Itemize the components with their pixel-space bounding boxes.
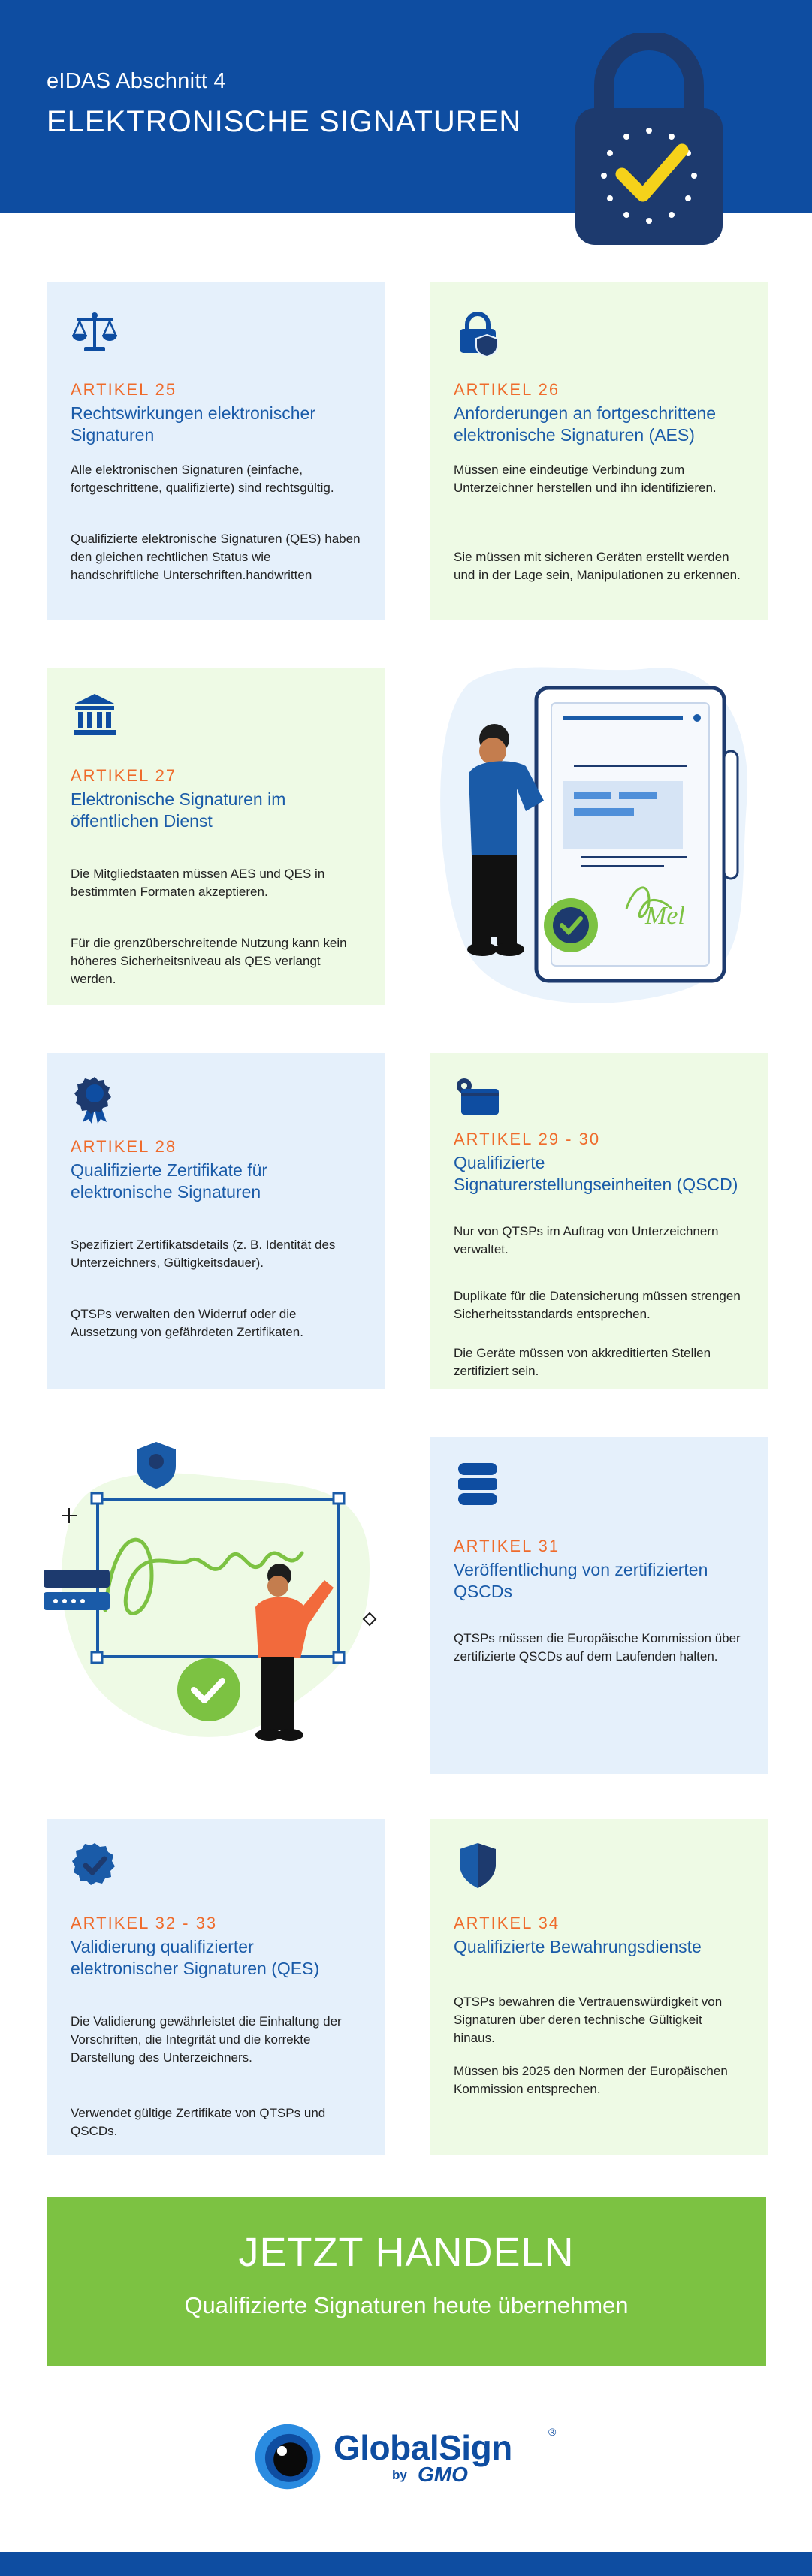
globalsign-eye-icon (252, 2421, 323, 2492)
digital-signature-illustration (39, 1433, 385, 1786)
card-paragraph: QTSPs bewahren die Vertrauenswürdigkeit von Signaturen über deren technische Gültigkeit hinaus. (454, 1995, 723, 2045)
card-title: Anforderungen an fortgeschrittene elektronische Signaturen (AES) (454, 403, 717, 445)
card-artikel-28 (47, 1053, 385, 1389)
card-label: ARTIKEL 29 - 30 (454, 1130, 601, 1148)
card-paragraph: QTSPs verwalten den Widerruf oder die Aussetzung von gefährdeten Zertifikaten. (71, 1307, 303, 1339)
card-paragraph: Müssen bis 2025 den Normen der Europäischen Kommission entsprechen. (454, 2064, 728, 2096)
certificate-badge-icon (71, 1075, 119, 1124)
card-label: ARTIKEL 31 (454, 1537, 560, 1555)
logo-name: GlobalSign (334, 2428, 512, 2467)
password-field-icon (44, 1570, 110, 1588)
verified-check-icon (71, 1842, 119, 1890)
government-building-icon (71, 691, 119, 739)
card-paragraph: Die Validierung gewährleistet die Einhaltung der Vorschriften, die Integrität und die korrekte Darstellung des Unterzeichners. (71, 2014, 342, 2065)
card-artikel-31 (430, 1437, 768, 1774)
card-paragraph: Qualifizierte elektronische Signaturen (QES) haben den gleichen rechtlichen Status wie handschriftliche Unterschriften.handwritten (71, 532, 361, 582)
card-paragraph: Sie müssen mit sicheren Geräten erstellt werden und in der Lage sein, Manipulationen zu erkennen. (454, 550, 741, 582)
card-artikel-25 (47, 282, 385, 620)
card-title: Validierung qualifizierter elektronischer Signaturen (QES) (71, 1937, 320, 1978)
card-title: Elektronische Signaturen im öffentlichen Dienst (71, 789, 286, 831)
card-paragraph: Spezifiziert Zertifikatsdetails (z. B. Identität des Unterzeichners, Gültigkeitsdauer). (71, 1238, 336, 1270)
card-label: ARTIKEL 26 (454, 380, 560, 399)
card-label: ARTIKEL 32 - 33 (71, 1914, 218, 1932)
card-label: ARTIKEL 27 (71, 766, 177, 785)
card-label: ARTIKEL 34 (454, 1914, 560, 1932)
cta-subtitle: Qualifizierte Signaturen heute übernehmen (184, 2292, 629, 2318)
card-paragraph: Nur von QTSPs im Auftrag von Unterzeichnern verwaltet. (454, 1224, 719, 1256)
card-paragraph: Die Mitgliedstaaten müssen AES und QES in bestimmten Formaten akzeptieren. (71, 867, 325, 899)
card-artikel-32-33 (47, 1819, 385, 2155)
tablet-signing-illustration (424, 653, 769, 1014)
card-paragraph: QTSPs müssen die Europäische Kommission über zertifizierte QSCDs auf dem Laufenden halten. (454, 1631, 741, 1664)
card-artikel-27 (47, 668, 385, 1005)
card-label: ARTIKEL 28 (71, 1137, 177, 1156)
card-paragraph: Für die grenzüberschreitende Nutzung kann kein höheres Sicherheitsniveau als QES verlangt werden. (71, 936, 347, 986)
card-title: Rechtswirkungen elektronischer Signaturen (71, 403, 315, 445)
lock-shield-icon (454, 308, 502, 356)
device-gear-icon (454, 1075, 502, 1124)
card-title: Qualifizierte Signaturerstellungseinheiten (QSCD) (454, 1153, 738, 1194)
eu-stars-lock-icon (575, 33, 723, 245)
database-icon (454, 1460, 502, 1508)
card-artikel-29-30 (430, 1053, 768, 1389)
page-title: ELEKTRONISCHE SIGNATUREN (47, 105, 522, 138)
cta-banner[interactable] (47, 2197, 766, 2366)
card-paragraph: Verwendet gültige Zertifikate von QTSPs und QSCDs. (71, 2106, 326, 2138)
footer-bar (0, 2552, 812, 2576)
card-paragraph: Müssen eine eindeutige Verbindung zum Unterzeichner herstellen und ihn identifizieren. (454, 463, 717, 495)
logo-parent: GMO (418, 2463, 468, 2486)
scales-icon (71, 308, 119, 356)
card-paragraph: Alle elektronischen Signaturen (einfache, fortgeschrittene, qualifizierte) sind rechtsgültig. (71, 463, 334, 495)
card-label: ARTIKEL 25 (71, 380, 177, 399)
card-artikel-34 (430, 1819, 768, 2155)
card-title: Qualifizierte Zertifikate für elektronische Signaturen (71, 1160, 268, 1202)
logo-registered: ® (548, 2426, 557, 2438)
card-paragraph: Die Geräte müssen von akkreditierten Stellen zertifiziert sein. (454, 1346, 711, 1378)
card-title: Qualifizierte Bewahrungsdienste (454, 1937, 702, 1956)
card-paragraph: Duplikate für die Datensicherung müssen strengen Sicherheitsstandards entsprechen. (454, 1289, 741, 1321)
cta-title: JETZT HANDELN (238, 2230, 575, 2275)
globalsign-logo (252, 2421, 560, 2496)
logo-by: by (392, 2468, 407, 2482)
signature-text: Mel (645, 902, 685, 930)
card-title: Veröffentlichung von zertifizierten QSCDs (454, 1560, 708, 1601)
card-artikel-26 (430, 282, 768, 620)
header-subtitle: eIDAS Abschnitt 4 (47, 69, 226, 93)
shield-icon (454, 1842, 502, 1890)
